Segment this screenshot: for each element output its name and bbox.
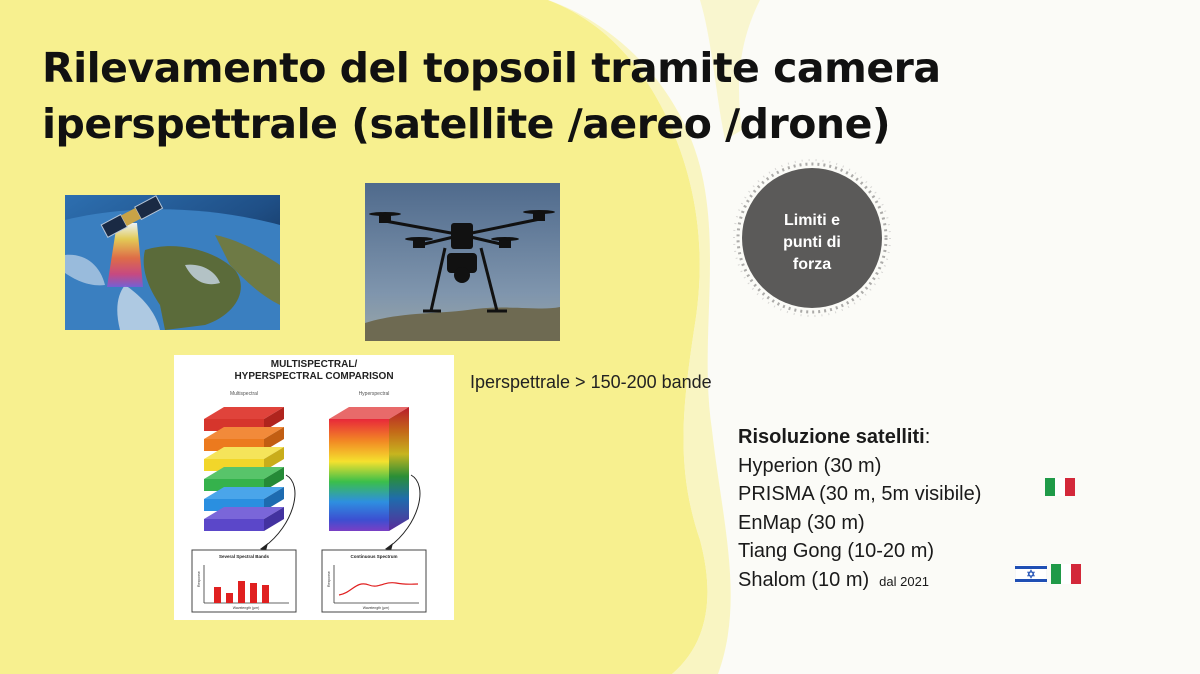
resolution-heading-text: Risoluzione satelliti: [738, 426, 925, 448]
badge-line-2: punti di: [783, 234, 841, 251]
italy-flag-icon: [1045, 478, 1075, 496]
hyperspectral-x-axis-label: Wavelength (μm): [362, 606, 390, 610]
resolution-heading: [738, 423, 981, 452]
spectral-comparison-figure: [174, 355, 454, 620]
slide-title-line-1: Rilevamento del topsoil tramite camera: [42, 44, 941, 92]
resolution-item-enmap: EnMap (30 m): [738, 511, 865, 534]
multispectral-caption: Several Spectral Bands: [218, 554, 270, 559]
israel-flag-icon: [1015, 564, 1047, 584]
resolution-item-tiang-gong: Tiang Gong (10-20 m): [738, 540, 935, 562]
multispectral-band-stack: [204, 407, 284, 531]
multispectral-y-axis-label: Response: [197, 571, 201, 587]
multispectral-label: Multispectral: [229, 391, 259, 397]
hyperspectral-label: Hyperspectral: [358, 391, 390, 397]
resolution-item-hyperion: Hyperion (30 m): [738, 454, 882, 477]
hyperspectral-bands-note: Iperspettrale > 150-200 bande: [470, 372, 712, 392]
hyperspectral-cube: [329, 407, 409, 531]
hyperspectral-caption: Continuous Spectrum: [350, 554, 398, 559]
hyperspectral-y-axis-label: Response: [327, 571, 331, 587]
limits-strengths-badge: [732, 158, 892, 318]
slide-title-line-2: iperspettrale (satellite /aereo /drone): [42, 100, 891, 148]
comparison-title-line-1: MULTISPECTRAL/: [270, 359, 358, 370]
slide-title: [42, 40, 941, 152]
resolution-item-shalom-since: dal 2021: [879, 573, 930, 589]
badge-line-3: forza: [792, 256, 832, 273]
satellite-resolution-list: [738, 423, 981, 596]
comparison-title-line-2: HYPERSPECTRAL COMPARISON: [234, 371, 394, 382]
multispectral-x-axis-label: Wavelength (μm): [232, 606, 260, 610]
satellite-image: [65, 195, 280, 330]
italy-flag-icon: [1051, 564, 1081, 584]
resolution-item-prisma: PRISMA (30 m, 5m visibile): [738, 483, 982, 505]
resolution-heading-colon: :: [924, 426, 931, 448]
badge-line-1: Limiti e: [783, 212, 840, 229]
resolution-item-shalom: [738, 566, 981, 597]
badge-text: [732, 210, 892, 276]
drone-image: [365, 183, 560, 341]
resolution-item-shalom-name: Shalom (10 m): [738, 568, 870, 591]
